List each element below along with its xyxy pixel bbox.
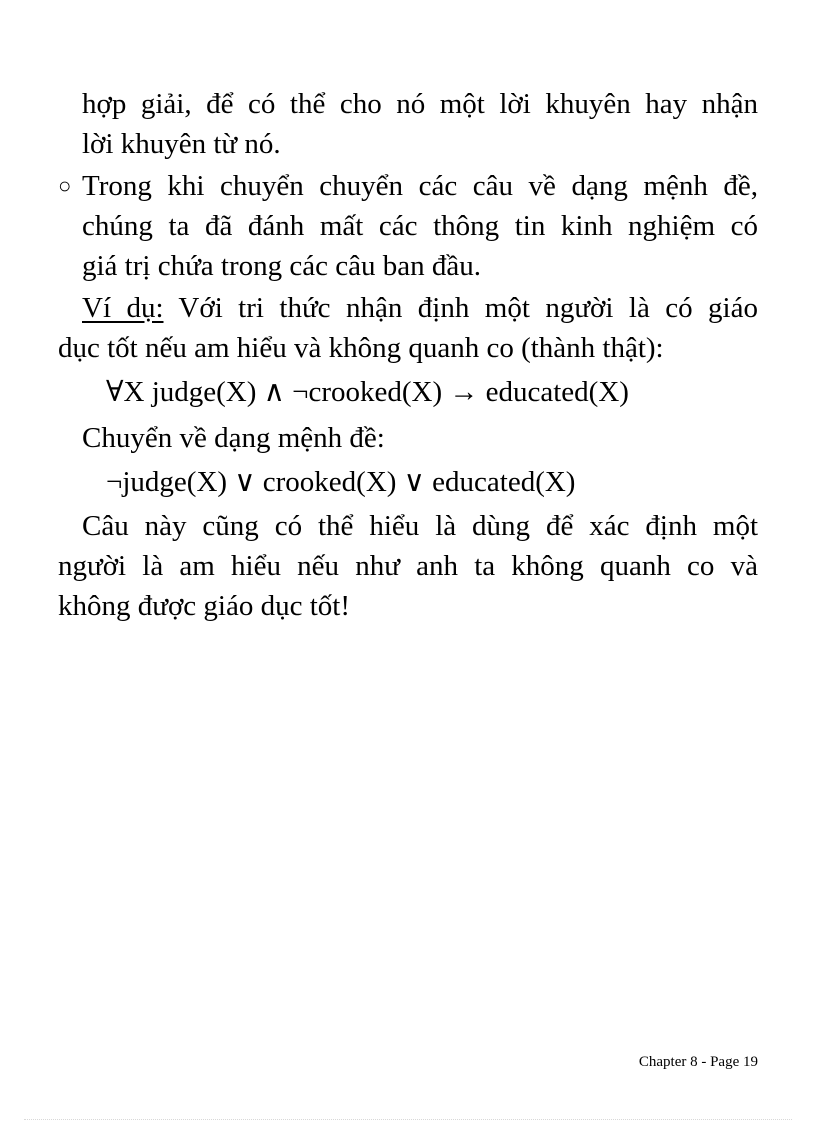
example-line-2: dục tốt nếu am hiểu và không quanh co (thành thật):: [58, 332, 664, 364]
conclusion-line-2: người là am hiểu nếu như anh ta không quanh co và: [58, 550, 758, 582]
example-line-1-text: Với tri thức nhận định một người là có giáo: [163, 292, 758, 324]
bullet-text-line-1: Trong khi chuyển chuyển các câu về dạng mệnh đề,: [82, 170, 758, 202]
text-line-continuation-2: lời khuyên từ nó.: [82, 128, 281, 160]
text-line-continuation-1: hợp giải, để có thể cho nó một lời khuyên hay nhận: [82, 88, 758, 120]
formula-implication: ∀X judge(X) ∧ ¬crooked(X) → educated(X): [106, 376, 629, 408]
page-number-footer: Chapter 8 - Page 19: [638, 1054, 758, 1070]
circle-bullet-icon: ○: [58, 173, 72, 198]
conclusion-line-1: Câu này cũng có thể hiểu là dùng để xác định một: [82, 510, 758, 542]
bullet-text-line-3: giá trị chứa trong các câu ban đầu.: [82, 250, 481, 282]
conclusion-line-3: không được giáo dục tốt!: [58, 590, 350, 622]
example-line-1: [82, 288, 758, 328]
page-bottom-divider: [24, 1119, 792, 1120]
bullet-text-line-2: chúng ta đã đánh mất các thông tin kinh nghiệm có: [82, 210, 758, 242]
formula-clause: ¬judge(X) ∨ crooked(X) ∨ educated(X): [106, 466, 576, 498]
convert-label: Chuyển về dạng mệnh đề:: [82, 422, 385, 454]
example-label: Ví dụ:: [82, 292, 164, 324]
